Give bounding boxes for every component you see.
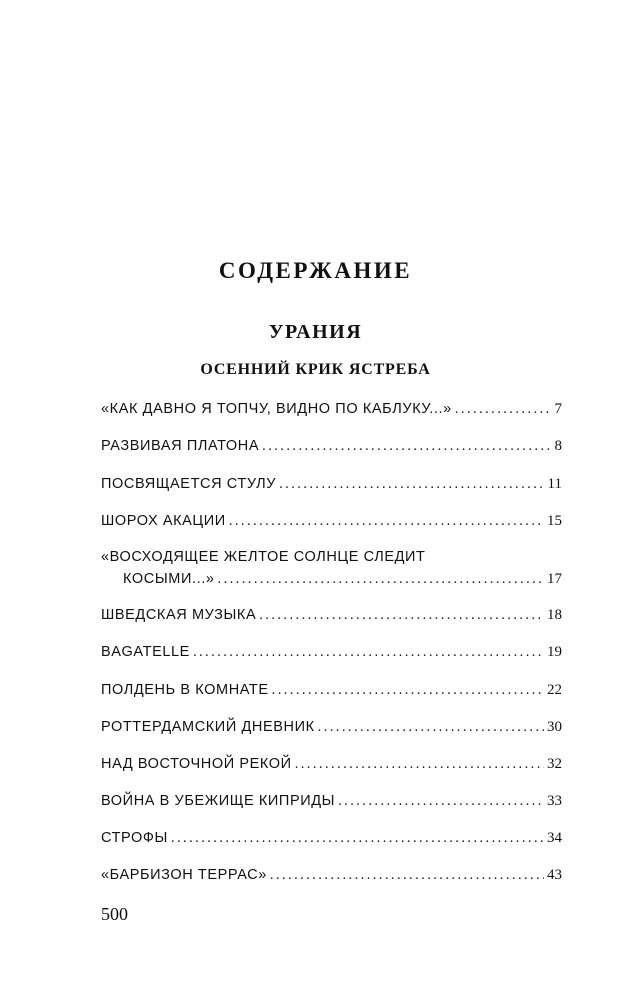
toc-entry[interactable] (101, 829, 562, 847)
leader-dots (455, 400, 552, 418)
leader-dots (218, 570, 544, 588)
toc-entry-page: 30 (547, 719, 562, 735)
page-number: 500 (101, 904, 128, 924)
toc-entry[interactable] (101, 755, 562, 773)
leader-dots (318, 718, 544, 736)
toc-entry[interactable] (101, 718, 562, 736)
toc-entry-title: ШОРОХ АКАЦИИ (101, 513, 226, 529)
leader-dots (259, 606, 544, 624)
toc-entry-page: 22 (547, 682, 562, 698)
leader-dots (279, 475, 544, 493)
leader-dots (171, 829, 544, 847)
toc-entry[interactable] (101, 606, 562, 624)
section-title: ОСЕННИЙ КРИК ЯСТРЕБА (200, 361, 431, 378)
toc-entry-title-line1[interactable]: «ВОСХОДЯЩЕЕ ЖЕЛТОЕ СОЛНЦЕ СЛЕДИТ (101, 549, 426, 565)
toc-entry[interactable] (101, 643, 562, 661)
toc-entry[interactable] (101, 475, 562, 493)
toc-entry[interactable] (101, 681, 562, 699)
toc-entry-page: 33 (547, 793, 562, 809)
toc-entry-title: СТРОФЫ (101, 830, 168, 846)
leader-dots (270, 866, 544, 884)
toc-entry-page: 34 (547, 830, 562, 846)
page-title: СОДЕРЖАНИЕ (218, 258, 413, 283)
toc-entry[interactable] (101, 437, 562, 455)
leader-dots (338, 792, 544, 810)
toc-entry-title: ПОЛДЕНЬ В КОМНАТЕ (101, 682, 269, 698)
toc-entry[interactable] (101, 400, 562, 418)
toc-entry-page: 7 (554, 401, 562, 417)
toc-entry-page: 11 (547, 476, 562, 492)
toc-entry-title: ШВЕДСКАЯ МУЗЫКА (101, 607, 257, 623)
toc-entry-title: НАД ВОСТОЧНОЙ РЕКОЙ (101, 756, 292, 772)
leader-dots (262, 437, 551, 455)
toc-entry[interactable] (123, 570, 562, 588)
toc-entry-title: ВОЙНА В УБЕЖИЩЕ КИПРИДЫ (101, 793, 336, 809)
toc-entry-title: РОТТЕРДАМСКИЙ ДНЕВНИК (101, 719, 315, 735)
leader-dots (229, 512, 544, 530)
part-title: УРАНИЯ (268, 321, 363, 343)
toc-entry-title: BAGATELLE (101, 644, 190, 660)
toc-entry[interactable] (101, 512, 562, 530)
toc-entry-title: РАЗВИВАЯ ПЛАТОНА (101, 438, 260, 454)
toc-entry-page: 18 (547, 607, 562, 623)
leader-dots (295, 755, 544, 773)
toc-entry-page: 8 (554, 438, 562, 454)
toc-entry-title-line2: КОСЫМИ...» (123, 571, 215, 587)
toc-entry-title: ПОСВЯЩАЕТСЯ СТУЛУ (101, 476, 277, 492)
leader-dots (193, 643, 544, 661)
toc-entry[interactable] (101, 866, 562, 884)
toc-entry-page: 32 (547, 756, 562, 772)
toc-entry-page: 15 (547, 513, 562, 529)
toc-entry-title: «БАРБИЗОН ТЕРРАС» (101, 867, 267, 883)
toc-entry-page: 17 (547, 571, 562, 587)
toc-entry-page: 43 (547, 867, 562, 883)
toc-entry[interactable] (101, 792, 562, 810)
toc-entry-page: 19 (547, 644, 562, 660)
toc-entry-title: «КАК ДАВНО Я ТОПЧУ, ВИДНО ПО КАБЛУКУ...» (101, 401, 452, 417)
leader-dots (272, 681, 544, 699)
